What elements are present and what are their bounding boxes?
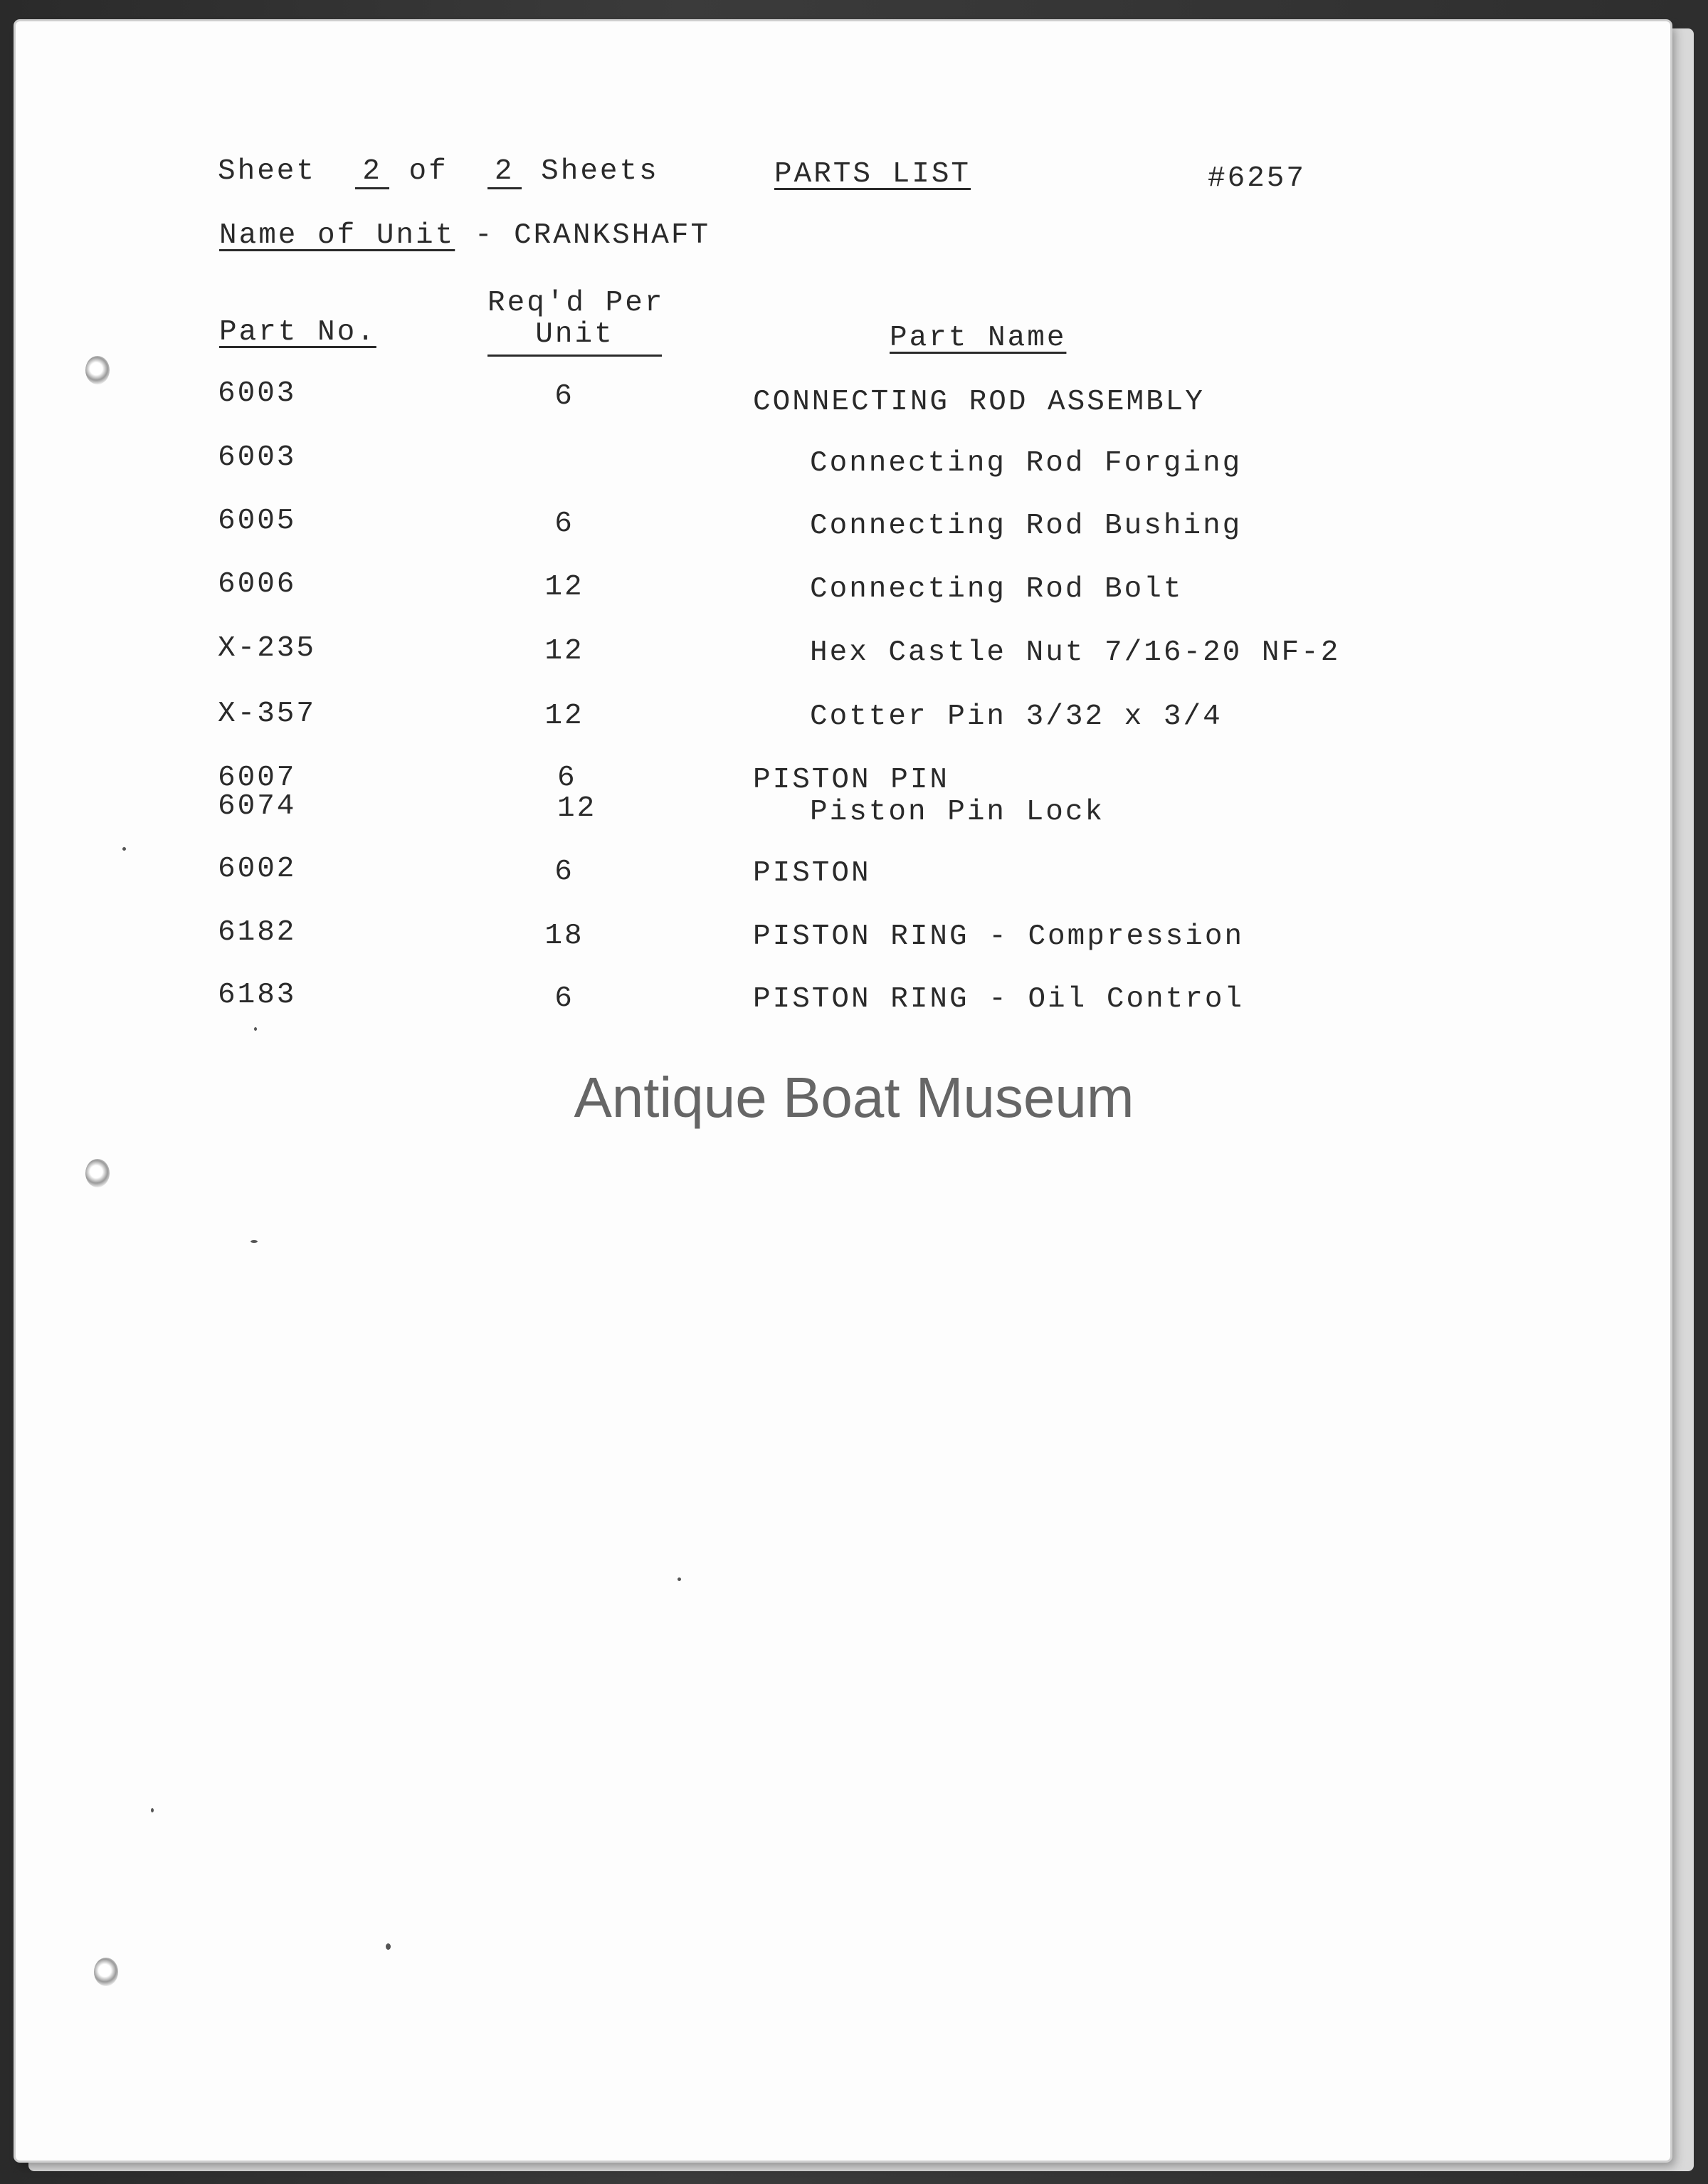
speck [122,847,126,851]
row-part-no: X-235 [218,632,317,665]
column-header-reqd-line2: Unit [535,318,614,351]
row-qty: 12 [544,700,584,733]
punch-hole [94,1958,118,1986]
sheet-label: Sheet [218,155,317,188]
row-part-no: 6005 [218,505,297,537]
punch-hole [85,1159,110,1187]
row-part-name: PISTON [753,857,871,890]
row-qty: 12 [557,792,597,825]
row-part-name: PISTON PIN [753,764,950,797]
row-part-name: PISTON RING - Compression [753,920,1245,953]
row-part-name: Connecting Rod Forging [810,447,1243,480]
row-qty: 6 [557,762,577,794]
row-part-name: Connecting Rod Bolt [810,573,1184,606]
row-part-no: 6003 [218,377,297,410]
speck [678,1577,681,1581]
row-part-no: 6183 [218,979,297,1012]
row-part-no: 6003 [218,441,297,474]
row-part-no: 6182 [218,916,297,949]
row-qty: 6 [554,508,574,540]
column-header-part-name: Part Name [890,322,1067,355]
document-title: PARTS LIST [774,158,971,191]
speck [386,1943,391,1950]
row-part-no: 6074 [218,790,297,823]
row-part-name: Connecting Rod Bushing [810,510,1243,542]
row-qty: 18 [544,920,584,952]
sheet-info [218,155,659,189]
sheets-label: Sheets [541,155,659,188]
sheet-total: 2 [487,157,522,189]
row-qty: 6 [554,380,574,413]
row-qty: 6 [554,856,574,888]
column-header-reqd-line1: Req'd Per [487,287,665,320]
column-header-part-no: Part No. [219,316,376,349]
row-qty: 6 [554,982,574,1015]
row-part-name: Cotter Pin 3/32 x 3/4 [810,700,1223,733]
row-part-name: PISTON RING - Oil Control [753,983,1245,1016]
row-part-no: X-357 [218,698,317,730]
row-part-no: 6006 [218,568,297,601]
watermark: Antique Boat Museum [574,1066,1134,1129]
speck [151,1808,154,1812]
unit-line [219,219,710,252]
sheet-number: 2 [355,157,389,189]
of-label: of [408,155,448,188]
document-number: #6257 [1208,162,1307,195]
column-header-reqd [487,287,665,357]
punch-hole [85,356,110,384]
row-part-no: 6007 [218,762,297,794]
row-part-name: CONNECTING ROD ASSEMBLY [753,386,1205,419]
row-qty: 12 [544,571,584,604]
unit-separator: - [474,219,495,252]
row-qty: 12 [544,635,584,668]
unit-label: Name of Unit [219,219,455,252]
row-part-no: 6002 [218,853,297,886]
row-part-name: Piston Pin Lock [810,796,1105,829]
speck [251,1240,258,1243]
row-part-name: Hex Castle Nut 7/16-20 NF-2 [810,636,1341,669]
speck [254,1027,257,1031]
unit-value: CRANKSHAFT [514,219,711,252]
